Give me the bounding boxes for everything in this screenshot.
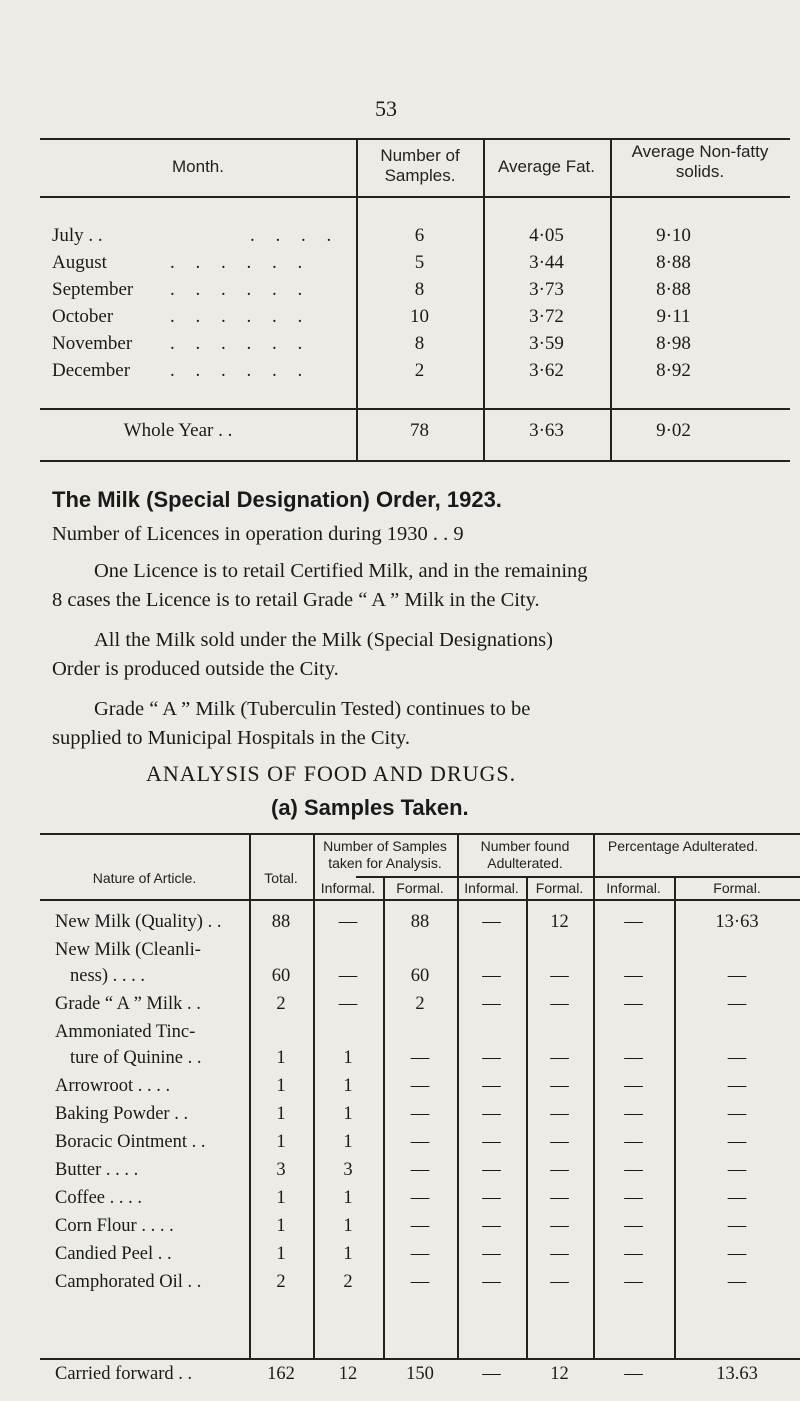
milk-table-body xyxy=(0,225,800,387)
cell-af: — xyxy=(550,966,569,986)
cell-total: 3 xyxy=(276,1160,286,1180)
table-row xyxy=(0,1160,800,1186)
milk-total-row: Whole Year . . 78 3·63 9·02 xyxy=(123,420,691,441)
cell-total: 60 xyxy=(271,966,291,986)
cell-tf: — xyxy=(410,1272,430,1292)
para1-line1: One Licence is to retail Certified Milk, and in the remaining xyxy=(94,560,588,582)
cell-pi: — xyxy=(624,1132,643,1152)
table-row: December . . . . . . 2 3·62 8·92 xyxy=(52,360,691,381)
milk-header-solids: Average Non-fatty solids. xyxy=(631,142,769,181)
article-name: Camphorated Oil . . xyxy=(55,1272,202,1292)
cell-ti: 3 xyxy=(343,1160,353,1180)
cell-pi: — xyxy=(624,912,643,932)
cell-total: 2 xyxy=(276,994,286,1014)
para3-line2: supplied to Municipal Hospitals in the City. xyxy=(52,727,410,749)
cell-pi: — xyxy=(624,966,643,986)
cell-ai: — xyxy=(482,1216,501,1236)
article-name: Baking Powder . . xyxy=(55,1104,189,1124)
col-header-total: Total. xyxy=(264,870,298,886)
cell-pi: — xyxy=(624,994,643,1014)
analysis-heading: ANALYSIS OF FOOD AND DRUGS. xyxy=(146,761,517,786)
cell-ai: — xyxy=(482,966,501,986)
table-row xyxy=(0,940,800,992)
cell-ti: — xyxy=(338,966,358,986)
licences-line: Number of Licences in operation during 1930 . . 9 xyxy=(52,523,464,545)
cell-pi: — xyxy=(624,1076,643,1096)
cell-pf: — xyxy=(727,1104,747,1124)
cell-pi: — xyxy=(624,1160,643,1180)
cell-tf: 2 xyxy=(415,994,425,1014)
article-name: Coffee . . . . xyxy=(55,1188,142,1208)
cell-ai: — xyxy=(482,912,501,932)
table-row xyxy=(0,994,800,1020)
article-name: Butter . . . . xyxy=(55,1160,139,1180)
cell-pf: — xyxy=(727,966,747,986)
table-row: August . . . . . . 5 3·44 8·88 xyxy=(52,252,691,273)
cell-ai: — xyxy=(482,1104,501,1124)
para2-line2: Order is produced outside the City. xyxy=(52,658,339,680)
order-heading: The Milk (Special Designation) Order, 1923. xyxy=(52,487,502,512)
cell-af: — xyxy=(550,1160,569,1180)
cell-ai: — xyxy=(482,1048,501,1068)
cell-pf: — xyxy=(727,1216,747,1236)
cell-ai: — xyxy=(482,1160,501,1180)
cell-pi: — xyxy=(624,1272,643,1292)
cell-af: — xyxy=(550,994,569,1014)
article-name: New Milk (Quality) . . xyxy=(55,912,222,932)
article-name: Candied Peel . . xyxy=(55,1244,172,1264)
milk-header-fat: Average Fat. xyxy=(497,157,596,176)
table-row: October . . . . . . 10 3·72 9·11 xyxy=(52,306,691,327)
cell-ti: 1 xyxy=(343,1076,353,1096)
cell-total: 1 xyxy=(276,1188,286,1208)
cell-ti: 2 xyxy=(343,1272,353,1292)
table-row xyxy=(0,1188,800,1214)
cell-tf: 88 xyxy=(410,912,430,932)
cell-ti: 1 xyxy=(343,1244,353,1264)
page-number: 53 xyxy=(375,96,397,121)
article-name: Ammoniated Tinc- xyxy=(55,1022,196,1042)
cell-pf: — xyxy=(727,1272,747,1292)
table-row: July . . . . . . 6 4·05 9·10 xyxy=(52,225,691,246)
cell-tf: — xyxy=(410,1076,430,1096)
col-header-pct: Percentage Adulterated. xyxy=(607,838,759,854)
col-header-found: Number found Adulterated. xyxy=(480,838,570,871)
cell-total: 1 xyxy=(276,1076,286,1096)
para2-line1: All the Milk sold under the Milk (Special Designations) xyxy=(94,629,553,651)
cell-total: 1 xyxy=(276,1216,286,1236)
cell-tf: — xyxy=(410,1048,430,1068)
cell-pf: — xyxy=(727,994,747,1014)
cell-ti: 1 xyxy=(343,1216,353,1236)
cell-total: 1 xyxy=(276,1244,286,1264)
cell-pf: — xyxy=(727,1048,747,1068)
cell-ti: — xyxy=(338,994,358,1014)
cell-ai: — xyxy=(482,1076,501,1096)
para1-line2: 8 cases the Licence is to retail Grade “ A ” Milk in the City. xyxy=(52,589,540,611)
table-row xyxy=(0,1022,800,1074)
cell-pi: — xyxy=(624,1048,643,1068)
cell-pf: — xyxy=(727,1188,747,1208)
cell-tf: — xyxy=(410,1160,430,1180)
cell-ti: — xyxy=(338,912,358,932)
article-name: Boracic Ointment . . xyxy=(55,1132,206,1152)
cell-af: — xyxy=(550,1048,569,1068)
cell-pf: — xyxy=(727,1076,747,1096)
cell-af: — xyxy=(550,1244,569,1264)
samples-heading: (a) Samples Taken. xyxy=(271,795,469,820)
article-name: New Milk (Cleanli- xyxy=(55,940,201,960)
table-row xyxy=(0,1216,800,1242)
milk-header-samples: Number of Samples. xyxy=(380,146,460,185)
carried-forward-row: Carried forward . . 162 12 150 — 12 — 13.63 xyxy=(55,1364,758,1384)
cell-tf: — xyxy=(410,1216,430,1236)
cell-ai: — xyxy=(482,1132,501,1152)
col-header-informal: Informal. xyxy=(320,880,376,896)
col-header-informal: Informal. xyxy=(464,880,519,896)
milk-header-month: Month. xyxy=(172,157,224,176)
cell-af: — xyxy=(550,1188,569,1208)
cell-pf: 13·63 xyxy=(715,912,759,932)
cell-total: 88 xyxy=(271,912,291,932)
cell-total: 1 xyxy=(276,1104,286,1124)
cell-total: 1 xyxy=(276,1048,286,1068)
table-row xyxy=(0,912,800,938)
col-header-formal: Formal. xyxy=(535,880,584,896)
col-header-informal: Informal. xyxy=(606,880,661,896)
cell-pi: — xyxy=(624,1188,643,1208)
table-row xyxy=(0,1104,800,1130)
para3-line1: Grade “ A ” Milk (Tuberculin Tested) continues to be xyxy=(94,698,531,720)
article-name-cont: ness) . . . . xyxy=(70,966,146,986)
col-header-taken: Number of Samples taken for Analysis. xyxy=(323,838,447,871)
cell-total: 1 xyxy=(276,1132,286,1152)
cell-ti: 1 xyxy=(343,1188,353,1208)
cell-af: — xyxy=(550,1216,569,1236)
col-header-formal: Formal. xyxy=(713,880,761,896)
cell-ti: 1 xyxy=(343,1132,353,1152)
article-name: Arrowroot . . . . xyxy=(55,1076,171,1096)
cell-pf: — xyxy=(727,1160,747,1180)
cell-af: — xyxy=(550,1076,569,1096)
table-row xyxy=(0,1272,800,1298)
cell-ai: — xyxy=(482,1244,501,1264)
cell-tf: — xyxy=(410,1132,430,1152)
col-header-nature: Nature of Article. xyxy=(92,870,197,886)
table-row: September . . . . . . 8 3·73 8·88 xyxy=(52,279,691,300)
cell-pf: — xyxy=(727,1244,747,1264)
cell-ai: — xyxy=(482,1272,501,1292)
table-row xyxy=(0,1132,800,1158)
cell-total: 2 xyxy=(276,1272,286,1292)
cell-ai: — xyxy=(482,1188,501,1208)
cell-ti: 1 xyxy=(343,1048,353,1068)
cell-tf: 60 xyxy=(410,966,430,986)
article-name: Grade “ A ” Milk . . xyxy=(55,994,201,1014)
table-row xyxy=(0,1244,800,1270)
table-row: November . . . . . . 8 3·59 8·98 xyxy=(52,333,691,354)
cell-af: — xyxy=(550,1132,569,1152)
cell-af: 12 xyxy=(550,912,569,932)
cell-tf: — xyxy=(410,1104,430,1124)
cell-ti: 1 xyxy=(343,1104,353,1124)
cell-ai: — xyxy=(482,994,501,1014)
cell-pi: — xyxy=(624,1104,643,1124)
cell-af: — xyxy=(550,1104,569,1124)
article-name: Corn Flour . . . . xyxy=(55,1216,174,1236)
cell-pf: — xyxy=(727,1132,747,1152)
col-header-formal: Formal. xyxy=(396,880,444,896)
cell-pi: — xyxy=(624,1216,643,1236)
article-name-cont: ture of Quinine . . xyxy=(70,1048,202,1068)
table-row xyxy=(0,1076,800,1102)
cell-pi: — xyxy=(624,1244,643,1264)
cell-tf: — xyxy=(410,1244,430,1264)
cell-tf: — xyxy=(410,1188,430,1208)
cell-af: — xyxy=(550,1272,569,1292)
